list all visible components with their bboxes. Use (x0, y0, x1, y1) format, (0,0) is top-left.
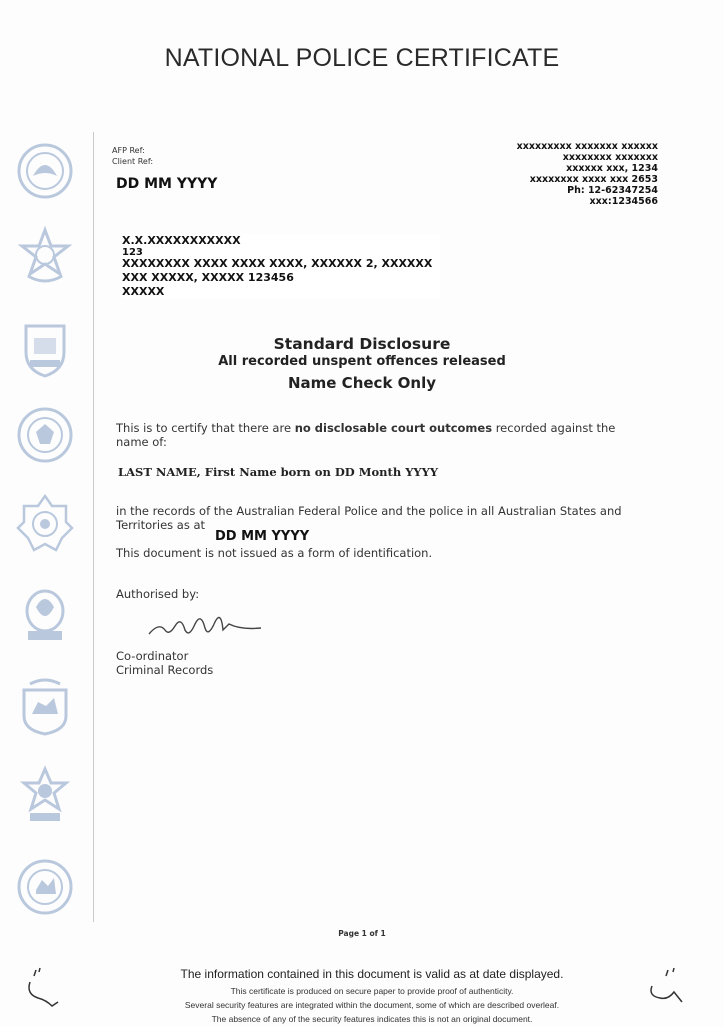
page-number: Page 1 of 1 (338, 929, 386, 938)
issuer-address (468, 141, 658, 207)
validity-notice: The information contained in this document is valid as at date displayed. (180, 967, 564, 981)
secure-paper-notice: This certificate is produced on secure paper to provide proof of authenticity. (230, 986, 514, 996)
recipient-line: 123 (122, 247, 143, 258)
vic-police-seal-icon (16, 765, 74, 827)
margin-rule (93, 132, 94, 922)
afp-ref-label: AFP Ref: (112, 146, 145, 155)
qld-police-seal-icon (16, 492, 74, 554)
afp-seal-icon (16, 226, 74, 288)
address-line: Ph: 12-62347254 (567, 185, 658, 196)
address-line: xxx:1234566 (589, 196, 658, 207)
sa-police-seal-icon (16, 140, 74, 202)
tas-police-seal-icon (16, 676, 74, 738)
authorised-by-label: Authorised by: (116, 587, 200, 601)
disclosure-heading: Standard Disclosure (273, 335, 451, 353)
certify-statement (116, 421, 636, 449)
signature-image (145, 604, 265, 646)
certify-suffix: recorded against the name of: (116, 421, 616, 449)
address-line: xxxxxxxx xxxx xxx 2653 (529, 174, 658, 185)
disclosure-subheading: All recorded unspent offences released (218, 354, 506, 369)
recipient-line: XXXXX (122, 285, 165, 298)
check-type-heading: Name Check Only (287, 374, 436, 392)
nsw-police-seal-icon (16, 404, 74, 466)
client-ref-label: Client Ref: (112, 157, 154, 166)
authenticity-notice: The absence of any of the security features indicates this is not an original document. (211, 1014, 533, 1024)
security-features-notice: Several security features are integrated within the document, some of which are described overleaf. (184, 1000, 560, 1010)
subject-name: LAST NAME, First Name born on DD Month YYYY (118, 465, 439, 479)
acic-seal-icon (16, 856, 74, 918)
recipient-line: X.X.XXXXXXXXXXX (122, 234, 241, 247)
recipient-address (122, 234, 440, 299)
records-statement: in the records of the Australian Federal Police and the police in all Australian States and Territories as at (116, 504, 622, 532)
recipient-line: XXXXXXXX XXXX XXXX XXXX, XXXXXX 2, XXXXXX (122, 257, 433, 270)
certify-prefix: This is to certify that there are (116, 421, 295, 435)
records-date: DD MM YYYY (215, 529, 310, 544)
address-line: xxxxxxxx xxxxxxx (562, 152, 658, 163)
certificate-title: NATIONAL POLICE CERTIFICATE (164, 44, 560, 72)
signatory-title: Co-ordinator (116, 649, 189, 663)
certify-outcome: no disclosable court outcomes (294, 421, 493, 435)
not-identification-note: This document is not issued as a form of identification. (116, 546, 433, 560)
address-line: xxxxxxxxx xxxxxxx xxxxxx (516, 141, 658, 152)
signatory-department: Criminal Records (116, 663, 214, 677)
address-line: xxxxxx xxx, 1234 (566, 163, 658, 174)
recipient-line: XXX XXXXX, XXXXX 123456 (122, 271, 294, 284)
issue-date: DD MM YYYY (116, 176, 218, 192)
nt-police-seal-icon (16, 585, 74, 647)
